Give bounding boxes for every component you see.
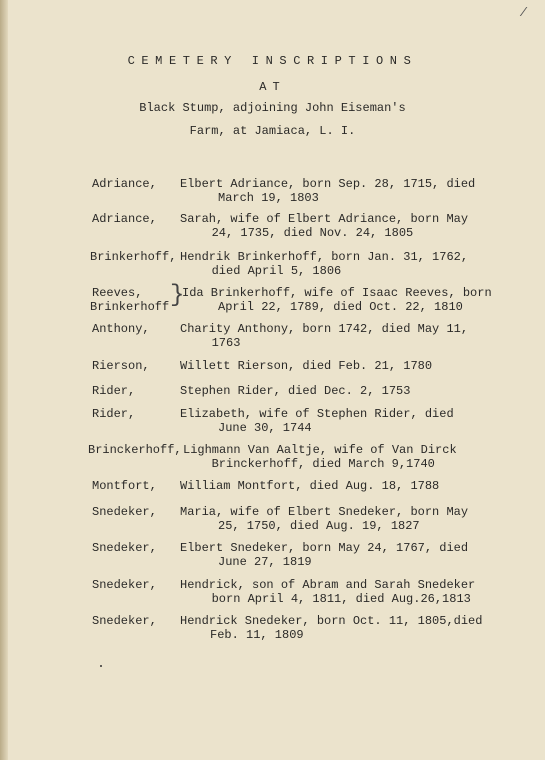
entry-surname-2: Brinkerhoff [90, 300, 170, 314]
entry-line-1: William Montfort, died Aug. 18, 1788 [180, 479, 440, 493]
entry-surname: Snedeker, [92, 578, 157, 592]
entry-line-1: Hendrick, son of Abram and Sarah Snedeker [180, 578, 476, 592]
entry-line-2: April 22, 1789, died Oct. 22, 1810 [218, 300, 463, 314]
entry-surname: Brinkerhoff, [90, 250, 177, 264]
entry-surname: Rierson, [92, 359, 150, 373]
entry-surname: Rider, [92, 407, 136, 421]
entry-line-1: Ida Brinkerhoff, wife of Isaac Reeves, born [182, 286, 492, 300]
entry-line-2: Feb. 11, 1809 [210, 628, 304, 642]
entry-surname: Adriance, [92, 212, 157, 226]
entry-surname: Reeves, [92, 286, 143, 300]
entry-line-1: Elbert Adriance, born Sep. 28, 1715, died [180, 177, 476, 191]
page-number: / [519, 6, 527, 20]
entry-surname: Snedeker, [92, 541, 157, 555]
entry-line-2: 25, 1750, died Aug. 19, 1827 [218, 519, 420, 533]
entry-line-1: Hendrik Brinkerhoff, born Jan. 31, 1762, [180, 250, 469, 264]
location-line-1: Black Stump, adjoining John Eiseman's [139, 101, 406, 115]
entry-line-1: Stephen Rider, died Dec. 2, 1753 [180, 384, 411, 398]
entry-line-1: Elbert Snedeker, born May 24, 1767, died [180, 541, 469, 555]
entry-line-1: Sarah, wife of Elbert Adriance, born May [180, 212, 469, 226]
entry-line-2: 1763 [190, 336, 241, 350]
entry-line-2: Brinckerhoff, died March 9,1740 [190, 457, 435, 471]
entry-line-1: Hendrick Snedeker, born Oct. 11, 1805,died [180, 614, 483, 628]
title-at: AT [259, 80, 286, 94]
ink-dot [100, 665, 102, 667]
entry-line-1: Charity Anthony, born 1742, died May 11, [180, 322, 469, 336]
entry-line-1: Maria, wife of Elbert Snedeker, born May [180, 505, 469, 519]
entry-line-1: Lighmann Van Aaltje, wife of Van Dirck [183, 443, 457, 457]
entry-surname: Snedeker, [92, 614, 157, 628]
entry-surname: Snedeker, [92, 505, 157, 519]
entry-surname: Anthony, [92, 322, 150, 336]
entry-line-2: 24, 1735, died Nov. 24, 1805 [190, 226, 414, 240]
entry-surname: Montfort, [92, 479, 157, 493]
location-line-2: Farm, at Jamiaca, L. I. [189, 124, 356, 138]
entry-line-1: Elizabeth, wife of Stephen Rider, died [180, 407, 454, 421]
entry-line-2: born April 4, 1811, died Aug.26,1813 [190, 592, 471, 606]
entry-line-2: June 27, 1819 [218, 555, 312, 569]
entry-surname: Rider, [92, 384, 136, 398]
entry-line-2: June 30, 1744 [218, 421, 312, 435]
document-title: CEMETERY INSCRIPTIONS [127, 54, 418, 68]
brace-mark: } [170, 282, 185, 309]
entry-line-2: died April 5, 1806 [190, 264, 342, 278]
entry-surname: Brinckerhoff, [88, 443, 182, 457]
entry-surname: Adriance, [92, 177, 157, 191]
entry-line-2: March 19, 1803 [218, 191, 319, 205]
entry-line-1: Willett Rierson, died Feb. 21, 1780 [180, 359, 433, 373]
